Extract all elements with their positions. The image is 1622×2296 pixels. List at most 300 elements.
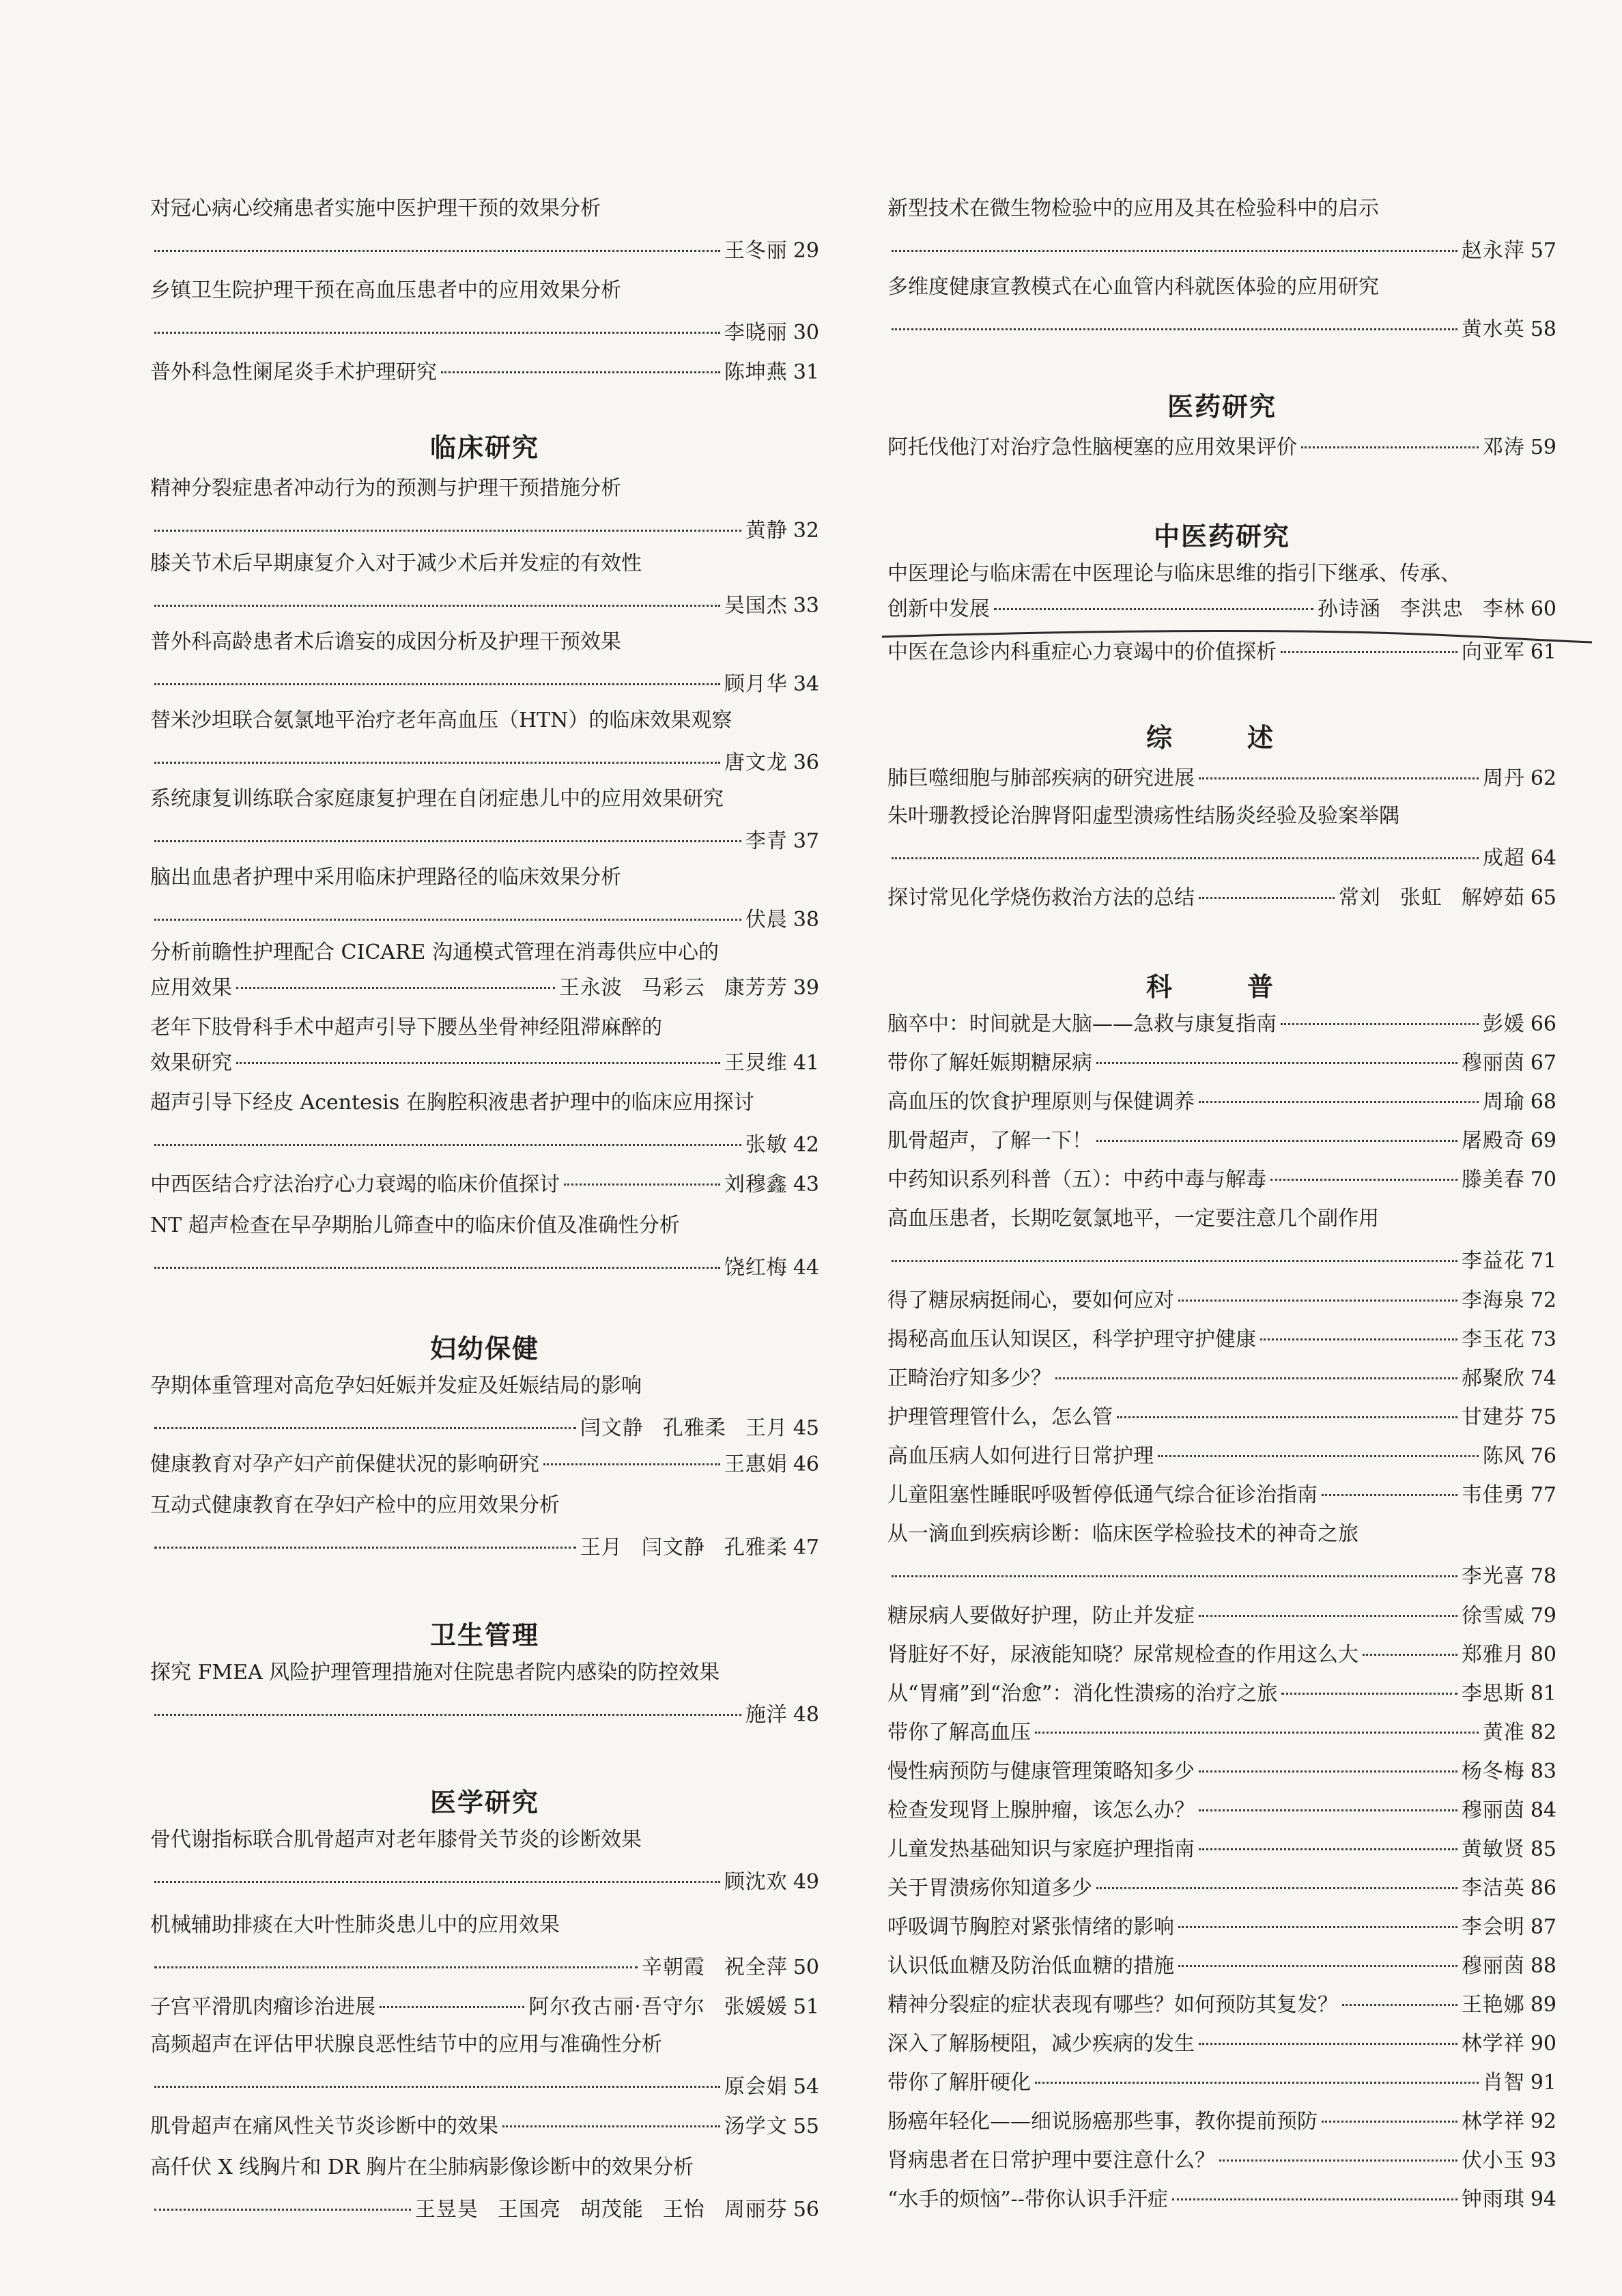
entry-title: 带你了解肝硬化 bbox=[887, 2071, 1031, 2095]
entry-title: 高血压患者，长期吃氨氯地平，一定要注意几个副作用 bbox=[887, 1207, 1379, 1231]
entry-authors: 陈风 bbox=[1482, 1444, 1525, 1468]
section-heading: 医学研究 bbox=[429, 1788, 539, 1818]
toc-entry[interactable] bbox=[887, 1715, 1556, 1751]
entry-authors: 黄静 bbox=[745, 519, 788, 543]
entry-authors: 原会娟 bbox=[724, 2075, 788, 2099]
entry-title: 对冠心病心绞痛患者实施中医护理干预的效果分析 bbox=[150, 197, 601, 220]
entry-page-number: 82 bbox=[1530, 1721, 1556, 1745]
section-heading: 临床研究 bbox=[429, 433, 539, 463]
entry-title: 健康教育对孕产妇产前保健状况的影响研究 bbox=[150, 1452, 539, 1476]
entry-title: 揭秘高血压认知误区，科学护理守护健康 bbox=[887, 1328, 1256, 1351]
entry-authors: 伏小玉 bbox=[1461, 2149, 1525, 2172]
entry-title: 中药知识系列科普（五）：中药中毒与解毒 bbox=[887, 1168, 1266, 1192]
leader-dots bbox=[1342, 2004, 1457, 2006]
entry-author-name: 孔雅柔 bbox=[662, 1416, 726, 1440]
entry-authors bbox=[1318, 592, 1525, 627]
entry-author-name: 闫文静 bbox=[580, 1416, 644, 1440]
entry-title: 脑出血患者护理中采用临床护理路径的临床效果分析 bbox=[150, 865, 621, 889]
entry-page-number: 62 bbox=[1530, 766, 1556, 790]
toc-entry[interactable] bbox=[150, 1655, 819, 1733]
entry-title: 深入了解肠梗阻，减少疾病的发生 bbox=[887, 2032, 1195, 2056]
entry-title: 中西医结合疗法治疗心力衰竭的临床价值探讨 bbox=[150, 1173, 560, 1196]
entry-page-number: 44 bbox=[793, 1256, 819, 1280]
entry-title: 关于胃溃疡你知道多少 bbox=[887, 1876, 1092, 1900]
entry-authors: 王艳娜 bbox=[1461, 1993, 1525, 2017]
entry-authors: 穆丽茵 bbox=[1461, 1954, 1525, 1978]
entry-page-number: 70 bbox=[1530, 1168, 1556, 1192]
entry-page-number: 30 bbox=[793, 321, 819, 345]
entry-title: 从“胃痛”到“治愈”：消化性溃疡的治疗之旅 bbox=[887, 1682, 1278, 1706]
entry-authors: 郑雅月 bbox=[1461, 1643, 1525, 1667]
leader-dots bbox=[236, 987, 555, 989]
entry-title: 呼吸调节胸腔对紧张情绪的影响 bbox=[887, 1915, 1174, 1939]
leader-dots bbox=[994, 608, 1313, 610]
entry-page-number: 65 bbox=[1530, 886, 1556, 910]
toc-entry[interactable] bbox=[887, 2065, 1556, 2101]
section-heading: 综 述 bbox=[1146, 723, 1298, 753]
entry-title: 机械辅助排痰在大叶性肺炎患儿中的应用效果 bbox=[150, 1913, 560, 1937]
entry-title-line1: 中医理论与临床需在中医理论与临床思维的指引下继承、传承、 bbox=[887, 562, 1461, 586]
entry-page-number: 46 bbox=[793, 1452, 819, 1476]
toc-entry[interactable] bbox=[150, 703, 819, 781]
entry-author-name: 张虹 bbox=[1399, 886, 1442, 910]
entry-page-number: 86 bbox=[1530, 1876, 1556, 1900]
toc-entry[interactable] bbox=[887, 761, 1556, 797]
entry-author-name: 解婷茹 bbox=[1461, 886, 1525, 910]
entry-title: 超声引导下经皮 Acentesis 在胸腔积液患者护理中的临床应用探讨 bbox=[150, 1091, 754, 1115]
toc-entry[interactable] bbox=[887, 1793, 1556, 1828]
entry-author-name: 李洪忠 bbox=[1399, 597, 1464, 621]
leader-dots bbox=[1199, 1770, 1457, 1773]
entry-authors: 李会明 bbox=[1461, 1915, 1525, 1939]
entry-author-name: 王月 bbox=[580, 1536, 623, 1560]
entry-page-number: 42 bbox=[793, 1133, 819, 1157]
leader-dots bbox=[543, 1463, 720, 1465]
entry-title-line1: 分析前瞻性护理配合 CICARE 沟通模式管理在消毒供应中心的 bbox=[150, 941, 719, 964]
leader-dots bbox=[1178, 1965, 1457, 1967]
entry-author-name: 王怡 bbox=[662, 2198, 705, 2222]
entry-page-number: 76 bbox=[1530, 1444, 1556, 1468]
entry-title: 肌骨超声，了解一下！ bbox=[887, 1129, 1092, 1153]
leader-dots bbox=[1199, 1809, 1457, 1811]
toc-entry[interactable] bbox=[887, 1910, 1556, 1945]
leader-dots bbox=[154, 919, 741, 921]
toc-entry[interactable] bbox=[887, 799, 1556, 876]
entry-authors: 林学祥 bbox=[1461, 2032, 1525, 2056]
leader-dots bbox=[892, 1575, 1457, 1577]
entry-authors bbox=[415, 2192, 788, 2228]
leader-dots bbox=[1035, 2082, 1479, 2084]
toc-entry[interactable] bbox=[887, 1007, 1556, 1042]
leader-dots bbox=[1178, 1926, 1457, 1928]
entry-authors: 郝聚欣 bbox=[1461, 1366, 1525, 1390]
toc-entry[interactable] bbox=[150, 191, 819, 269]
entry-author-name: 王国亮 bbox=[497, 2198, 561, 2222]
entry-author-name: 康芳芳 bbox=[724, 976, 788, 1000]
toc-entry[interactable] bbox=[887, 880, 1556, 916]
leader-dots bbox=[1322, 2121, 1457, 2123]
entry-authors: 刘穆鑫 bbox=[724, 1173, 788, 1196]
entry-title: 高仟伏 X 线胸片和 DR 胸片在尘肺病影像诊断中的效果分析 bbox=[150, 2155, 694, 2179]
entry-title: 中医在急诊内科重症心力衰竭中的价值探析 bbox=[887, 640, 1277, 664]
entry-page-number: 54 bbox=[793, 2075, 819, 2099]
entry-title-line2: 创新中发展 bbox=[887, 597, 990, 621]
entry-title: 精神分裂症患者冲动行为的预测与护理干预措施分析 bbox=[150, 476, 621, 500]
entry-author-name: 孙诗涵 bbox=[1317, 597, 1381, 621]
entry-title: 孕期体重管理对高危孕妇妊娠并发症及妊娠结局的影响 bbox=[150, 1374, 642, 1398]
entry-page-number: 69 bbox=[1530, 1129, 1556, 1153]
section-heading: 科 普 bbox=[1146, 972, 1298, 1002]
toc-entry[interactable] bbox=[887, 1949, 1556, 1984]
section-heading: 医药研究 bbox=[1167, 392, 1277, 422]
leader-dots bbox=[1260, 1338, 1457, 1340]
entry-authors: 周丹 bbox=[1482, 766, 1525, 790]
entry-authors: 吴国杰 bbox=[724, 594, 788, 618]
entry-authors: 韦佳勇 bbox=[1461, 1483, 1525, 1507]
section-heading: 中医药研究 bbox=[1153, 521, 1290, 551]
entry-page-number: 57 bbox=[1530, 239, 1556, 263]
toc-entry[interactable] bbox=[887, 1123, 1556, 1159]
entry-author-name: 孔雅柔 bbox=[724, 1536, 788, 1560]
section-heading: 妇幼保健 bbox=[429, 1334, 539, 1364]
entry-title: NT 超声检查在早孕期胎儿筛查中的临床价值及准确性分析 bbox=[150, 1214, 680, 1237]
toc-entry[interactable] bbox=[887, 635, 1556, 670]
entry-page-number: 94 bbox=[1530, 2187, 1556, 2211]
leader-dots bbox=[1281, 651, 1457, 653]
leader-dots bbox=[1219, 2159, 1457, 2162]
toc-entry[interactable] bbox=[887, 1400, 1556, 1435]
entry-page-number: 58 bbox=[1530, 317, 1556, 341]
toc-entry[interactable] bbox=[150, 781, 819, 859]
toc-entry[interactable] bbox=[887, 191, 1556, 269]
entry-author-name: 辛朝霞 bbox=[641, 1955, 705, 1979]
entry-authors: 徐雪威 bbox=[1461, 1604, 1525, 1628]
entry-title: 普外科高龄患者术后谵妄的成因分析及护理干预效果 bbox=[150, 630, 621, 654]
entry-authors bbox=[580, 1530, 788, 1566]
entry-title: 儿童阻塞性睡眠呼吸暂停低通气综合征诊治指南 bbox=[887, 1483, 1318, 1507]
entry-page-number: 61 bbox=[1530, 640, 1556, 664]
entry-page-number: 80 bbox=[1530, 1643, 1556, 1667]
toc-entry[interactable] bbox=[150, 1208, 819, 1286]
section-heading: 卫生管理 bbox=[429, 1620, 539, 1650]
toc-entry[interactable] bbox=[150, 471, 819, 549]
toc-entry[interactable] bbox=[150, 1447, 819, 1482]
toc-entry[interactable] bbox=[887, 2143, 1556, 2179]
entry-page-number: 31 bbox=[793, 360, 819, 384]
entry-title-line1: 老年下肢骨科手术中超声引导下腰丛坐骨神经阻滞麻醉的 bbox=[150, 1016, 662, 1039]
toc-entry[interactable] bbox=[150, 625, 819, 702]
entry-authors: 黄准 bbox=[1482, 1721, 1525, 1745]
entry-page-number: 64 bbox=[1530, 846, 1556, 870]
entry-title: 高频超声在评估甲状腺良恶性结节中的应用与准确性分析 bbox=[150, 2033, 662, 2056]
entry-author-name: 常刘 bbox=[1338, 886, 1381, 910]
entry-title: 肌骨超声在痛风性关节炎诊断中的效果 bbox=[150, 2114, 498, 2138]
entry-page-number: 43 bbox=[793, 1173, 819, 1196]
entry-page-number: 48 bbox=[793, 1703, 819, 1727]
toc-entry[interactable] bbox=[887, 2182, 1556, 2218]
leader-dots bbox=[892, 328, 1457, 330]
entry-authors: 成超 bbox=[1482, 846, 1525, 870]
entry-title: 替米沙坦联合氨氯地平治疗老年高血压（HTN）的临床效果观察 bbox=[150, 708, 732, 732]
leader-dots bbox=[892, 1260, 1457, 1262]
entry-title: 普外科急性阑尾炎手术护理研究 bbox=[150, 360, 437, 384]
entry-title: 肠癌年轻化——细说肠癌那些事，教你提前预防 bbox=[887, 2110, 1318, 2134]
entry-author-name: 王昱昊 bbox=[414, 2198, 479, 2222]
leader-dots bbox=[892, 250, 1457, 252]
entry-title: 膝关节术后早期康复介入对于减少术后并发症的有效性 bbox=[150, 551, 642, 575]
leader-dots bbox=[1199, 897, 1335, 899]
entry-page-number: 47 bbox=[793, 1536, 819, 1560]
entry-authors: 周瑜 bbox=[1482, 1090, 1525, 1114]
entry-page-number: 37 bbox=[793, 829, 819, 853]
toc-entry[interactable] bbox=[150, 2109, 819, 2144]
entry-page-number: 45 bbox=[793, 1416, 819, 1440]
entry-page-number: 88 bbox=[1530, 1954, 1556, 1978]
entry-authors bbox=[642, 1950, 788, 1985]
entry-author-name: 王炅维 bbox=[724, 1051, 788, 1075]
leader-dots bbox=[1199, 1101, 1479, 1103]
entry-page-number: 92 bbox=[1530, 2110, 1556, 2134]
toc-entry[interactable] bbox=[887, 1832, 1556, 1867]
entry-authors: 唐文龙 bbox=[724, 751, 788, 775]
toc-entry[interactable] bbox=[887, 1201, 1556, 1279]
entry-author-name: 王永波 bbox=[558, 976, 623, 1000]
leader-dots bbox=[1117, 1416, 1457, 1418]
entry-page-number: 39 bbox=[793, 976, 819, 1000]
toc-entry[interactable] bbox=[150, 355, 819, 390]
leader-dots bbox=[1281, 1023, 1479, 1025]
entry-authors: 李晓丽 bbox=[724, 321, 788, 345]
leader-dots bbox=[154, 530, 741, 532]
entry-title: 检查发现肾上腺肿瘤，该怎么办？ bbox=[887, 1798, 1195, 1822]
toc-entry[interactable] bbox=[887, 1598, 1556, 1634]
entry-authors: 李海泉 bbox=[1461, 1289, 1525, 1312]
entry-page-number: 29 bbox=[793, 239, 819, 263]
toc-entry[interactable] bbox=[150, 1488, 819, 1566]
entry-page-number: 89 bbox=[1530, 1993, 1556, 2017]
leader-dots bbox=[154, 605, 720, 607]
entry-title: 乡镇卫生院护理干预在高血压患者中的应用效果分析 bbox=[150, 278, 621, 302]
toc-entry[interactable] bbox=[150, 546, 819, 624]
entry-page-number: 75 bbox=[1530, 1405, 1556, 1429]
leader-dots bbox=[380, 2006, 524, 2008]
toc-entry[interactable] bbox=[887, 1322, 1556, 1358]
leader-dots bbox=[1270, 1179, 1457, 1181]
leader-dots bbox=[154, 683, 720, 685]
leader-dots bbox=[154, 250, 720, 252]
leader-dots bbox=[1322, 1494, 1457, 1496]
entry-authors: 王冬丽 bbox=[724, 239, 788, 263]
entry-page-number: 51 bbox=[793, 1995, 819, 2019]
entry-authors: 屠殿奇 bbox=[1461, 1129, 1525, 1153]
entry-author-name: 周丽芬 bbox=[724, 2198, 788, 2222]
entry-title: 朱叶珊教授论治脾肾阳虚型溃疡性结肠炎经验及验案举隅 bbox=[887, 804, 1399, 828]
leader-dots bbox=[154, 1144, 741, 1146]
toc-entry[interactable] bbox=[150, 1368, 819, 1446]
toc-entry[interactable] bbox=[887, 1085, 1556, 1120]
toc-entry[interactable] bbox=[887, 1637, 1556, 1673]
entry-title: 带你了解妊娠期糖尿病 bbox=[887, 1051, 1092, 1075]
toc-entry[interactable] bbox=[150, 935, 819, 1006]
entry-page-number: 67 bbox=[1530, 1051, 1556, 1075]
entry-authors: 顾月华 bbox=[724, 672, 788, 696]
toc-entry[interactable] bbox=[887, 1361, 1556, 1396]
entry-authors bbox=[724, 1046, 788, 1081]
entry-title: 正畸治疗知多少？ bbox=[887, 1366, 1051, 1390]
entry-authors: 施洋 bbox=[745, 1703, 788, 1727]
leader-dots bbox=[154, 762, 720, 764]
toc-entry[interactable] bbox=[887, 556, 1556, 627]
leader-dots bbox=[1178, 1300, 1457, 1302]
entry-title: 肾病患者在日常护理中要注意什么？ bbox=[887, 2149, 1215, 2172]
leader-dots bbox=[892, 857, 1479, 859]
entry-authors: 林学祥 bbox=[1461, 2110, 1525, 2134]
entry-authors: 李思斯 bbox=[1461, 1682, 1525, 1706]
entry-authors: 李洁英 bbox=[1461, 1876, 1525, 1900]
leader-dots bbox=[1035, 1732, 1479, 1734]
entry-page-number: 72 bbox=[1530, 1289, 1556, 1312]
leader-dots bbox=[441, 371, 720, 373]
entry-authors: 杨冬梅 bbox=[1461, 1760, 1525, 1783]
entry-page-number: 79 bbox=[1530, 1604, 1556, 1628]
leader-dots bbox=[154, 2209, 411, 2211]
entry-page-number: 78 bbox=[1530, 1564, 1556, 1588]
toc-entry[interactable] bbox=[887, 1283, 1556, 1319]
entry-title: 儿童发热基础知识与家庭护理指南 bbox=[887, 1837, 1195, 1861]
entry-author-name: 胡茂能 bbox=[580, 2198, 644, 2222]
toc-entry[interactable] bbox=[150, 1822, 819, 1900]
entry-page-number: 90 bbox=[1530, 2032, 1556, 2056]
entry-author-name: 阿尔孜古丽·吾守尔 bbox=[528, 1995, 705, 2019]
leader-dots bbox=[154, 1714, 741, 1716]
toc-entry[interactable] bbox=[887, 2104, 1556, 2140]
entry-page-number: 41 bbox=[793, 1051, 819, 1075]
toc-entry[interactable] bbox=[150, 860, 819, 938]
leader-dots bbox=[154, 332, 720, 334]
entry-title: 从一滴血到疾病诊断：临床医学检验技术的神奇之旅 bbox=[887, 1522, 1358, 1546]
entry-page-number: 38 bbox=[793, 908, 819, 932]
entry-authors: 穆丽茵 bbox=[1461, 1798, 1525, 1822]
entry-page-number: 87 bbox=[1530, 1915, 1556, 1939]
entry-page-number: 33 bbox=[793, 594, 819, 618]
toc-entry[interactable] bbox=[150, 2027, 819, 2105]
toc-entry[interactable] bbox=[887, 1517, 1556, 1594]
toc-entry[interactable] bbox=[887, 1046, 1556, 1081]
entry-page-number: 32 bbox=[793, 519, 819, 543]
entry-authors: 甘建芬 bbox=[1461, 1405, 1525, 1429]
entry-page-number: 93 bbox=[1530, 2149, 1556, 2172]
entry-authors: 向亚军 bbox=[1461, 640, 1525, 664]
leader-dots bbox=[1199, 2043, 1457, 2045]
entry-page-number: 56 bbox=[793, 2198, 819, 2222]
toc-entry[interactable] bbox=[887, 1871, 1556, 1906]
leader-dots bbox=[154, 1267, 720, 1269]
entry-authors: 李青 bbox=[745, 829, 788, 853]
entry-authors: 李益花 bbox=[1461, 1249, 1525, 1273]
entry-authors: 张敏 bbox=[745, 1133, 788, 1157]
leader-dots bbox=[154, 840, 741, 842]
entry-page-number: 83 bbox=[1530, 1760, 1556, 1783]
toc-entry[interactable] bbox=[150, 273, 819, 351]
leader-dots bbox=[236, 1062, 720, 1064]
entry-authors bbox=[559, 971, 788, 1006]
leader-dots bbox=[1096, 1887, 1457, 1889]
entry-title: 高血压病人如何进行日常护理 bbox=[887, 1444, 1154, 1468]
toc-entry[interactable] bbox=[887, 2026, 1556, 2062]
toc-entry[interactable] bbox=[887, 1988, 1556, 2023]
entry-author-name: 闫文静 bbox=[641, 1536, 705, 1560]
entry-authors bbox=[580, 1411, 788, 1446]
entry-title: 互动式健康教育在孕妇产检中的应用效果分析 bbox=[150, 1493, 560, 1517]
entry-page-number: 60 bbox=[1530, 597, 1556, 621]
entry-page-number: 73 bbox=[1530, 1328, 1556, 1351]
entry-authors: 赵永萍 bbox=[1461, 239, 1525, 263]
entry-page-number: 59 bbox=[1530, 435, 1556, 459]
entry-authors: 钟雨琪 bbox=[1461, 2187, 1525, 2211]
entry-page-number: 66 bbox=[1530, 1012, 1556, 1036]
toc-entry[interactable] bbox=[887, 1676, 1556, 1712]
entry-authors: 滕美春 bbox=[1461, 1168, 1525, 1192]
leader-dots bbox=[1096, 1062, 1457, 1064]
toc-entry[interactable] bbox=[150, 1010, 819, 1081]
toc-entry[interactable] bbox=[887, 270, 1556, 347]
entry-page-number: 81 bbox=[1530, 1682, 1556, 1706]
toc-entry[interactable] bbox=[887, 1162, 1556, 1198]
toc-entry[interactable] bbox=[150, 1990, 819, 2025]
leader-dots bbox=[154, 1547, 576, 1549]
entry-authors bbox=[528, 1990, 788, 2025]
leader-dots bbox=[154, 1881, 720, 1883]
entry-authors: 彭媛 bbox=[1482, 1012, 1525, 1036]
leader-dots bbox=[154, 2086, 720, 2088]
leader-dots bbox=[502, 2125, 720, 2127]
leader-dots bbox=[1055, 1377, 1457, 1379]
toc-entry[interactable] bbox=[887, 1478, 1556, 1513]
entry-title: 精神分裂症的症状表现有哪些？如何预防其复发？ bbox=[887, 1993, 1338, 2017]
entry-title: 护理管理管什么，怎么管 bbox=[887, 1405, 1113, 1429]
entry-title: 得了糖尿病挺闹心，要如何应对 bbox=[887, 1289, 1174, 1312]
leader-dots bbox=[1281, 1693, 1457, 1695]
entry-authors: 邓涛 bbox=[1482, 435, 1525, 459]
entry-title-line2: 应用效果 bbox=[150, 976, 232, 1000]
entry-authors: 穆丽茵 bbox=[1461, 1051, 1525, 1075]
entry-page-number: 84 bbox=[1530, 1798, 1556, 1822]
entry-authors: 伏晨 bbox=[745, 908, 788, 932]
entry-authors: 黄水英 bbox=[1461, 317, 1525, 341]
toc-entry[interactable] bbox=[150, 1085, 819, 1163]
toc-entry[interactable] bbox=[150, 1908, 819, 1985]
toc-entry[interactable] bbox=[887, 430, 1556, 465]
entry-page-number: 71 bbox=[1530, 1249, 1556, 1273]
entry-title: 慢性病预防与健康管理策略知多少 bbox=[887, 1760, 1195, 1783]
entry-page-number: 34 bbox=[793, 672, 819, 696]
entry-authors: 顾沈欢 bbox=[724, 1870, 788, 1894]
entry-page-number: 55 bbox=[793, 2114, 819, 2138]
leader-dots bbox=[1199, 1848, 1457, 1850]
entry-author-name: 王月 bbox=[745, 1416, 788, 1440]
toc-entry[interactable] bbox=[150, 2150, 819, 2228]
leader-dots bbox=[154, 1966, 638, 1968]
leader-dots bbox=[154, 1427, 576, 1429]
toc-entry[interactable] bbox=[887, 1439, 1556, 1474]
entry-title: “水手的烦恼”--带你认识手汗症 bbox=[887, 2187, 1168, 2211]
toc-entry[interactable] bbox=[887, 1754, 1556, 1790]
entry-title: 新型技术在微生物检验中的应用及其在检验科中的启示 bbox=[887, 197, 1379, 220]
toc-entry[interactable] bbox=[150, 1167, 819, 1203]
entry-authors: 李光喜 bbox=[1461, 1564, 1525, 1588]
entry-author-name: 祝全萍 bbox=[724, 1955, 788, 1979]
entry-page-number: 49 bbox=[793, 1870, 819, 1894]
